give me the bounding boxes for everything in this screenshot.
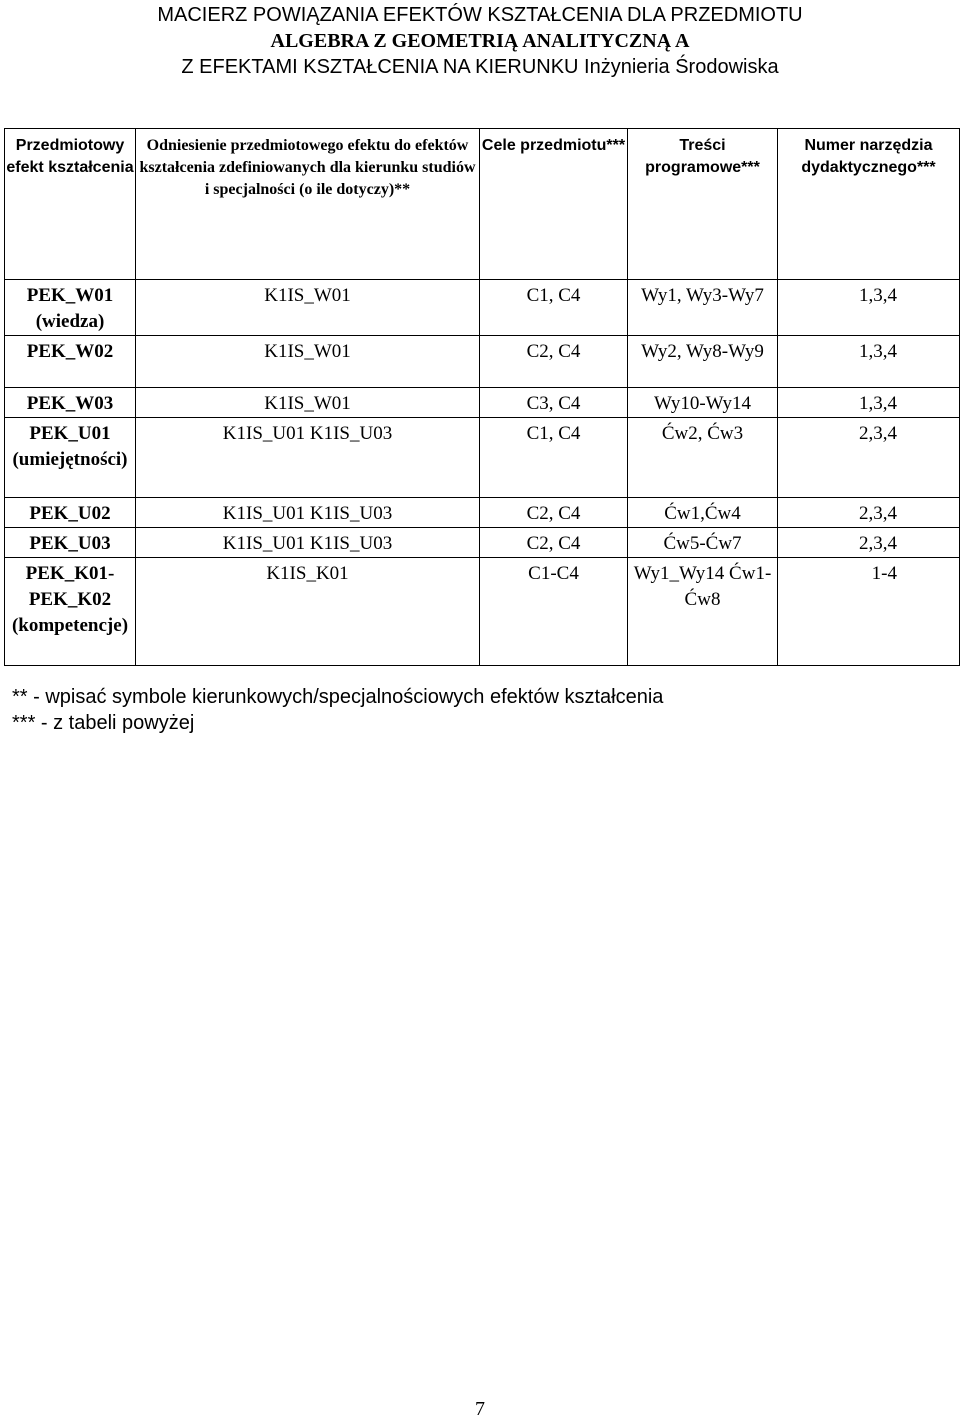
- reference-cell: K1IS_U01 K1IS_U03: [136, 528, 480, 558]
- goals-cell: C2, C4: [480, 336, 628, 388]
- tool-number-cell: 1,3,4: [778, 388, 960, 418]
- tool-number-cell: 2,3,4: [778, 498, 960, 528]
- reference-cell: K1IS_W01: [136, 388, 480, 418]
- course-name: ALGEBRA Z GEOMETRIĄ ANALITYCZNĄ A: [270, 30, 690, 52]
- document-title-line-1: MACIERZ POWIĄZANIA EFEKTÓW KSZTAŁCENIA DLA PRZEDMIOTU: [157, 4, 803, 26]
- reference-cell: K1IS_W01: [136, 280, 480, 336]
- table-row: [5, 388, 960, 418]
- content-cell: Wy1_Wy14 Ćw1-Ćw8: [628, 558, 778, 666]
- effect-cell: PEK_U02: [5, 498, 136, 528]
- reference-cell: K1IS_U01 K1IS_U03: [136, 418, 480, 498]
- goals-cell: C1, C4: [480, 418, 628, 498]
- column-header-effect: Przedmiotowy efekt kształcenia: [5, 129, 136, 280]
- content-cell: Ćw2, Ćw3: [628, 418, 778, 498]
- effect-cell: PEK_U01 (umiejętności): [5, 418, 136, 498]
- table-header-row: [5, 129, 960, 280]
- tool-number-cell: 2,3,4: [778, 418, 960, 498]
- table-row: [5, 558, 960, 666]
- tool-number-cell: 1,3,4: [778, 336, 960, 388]
- table-row: [5, 498, 960, 528]
- table-row: [5, 280, 960, 336]
- effect-cell: PEK_W02: [5, 336, 136, 388]
- column-header-reference: Odniesienie przedmiotowego efektu do efektów kształcenia zdefiniowanych dla kierunku studiów i specjalności (o ile dotyczy)**: [136, 129, 480, 280]
- effect-cell: PEK_K01-PEK_K02 (kompetencje): [5, 558, 136, 666]
- table-row: [5, 336, 960, 388]
- effect-cell: PEK_W01 (wiedza): [5, 280, 136, 336]
- reference-cell: K1IS_U01 K1IS_U03: [136, 498, 480, 528]
- goals-cell: C2, C4: [480, 528, 628, 558]
- tool-number-cell: 2,3,4: [778, 528, 960, 558]
- page-number: 7: [475, 1398, 485, 1420]
- table-row: [5, 528, 960, 558]
- content-cell: Ćw1,Ćw4: [628, 498, 778, 528]
- effect-cell: PEK_W03: [5, 388, 136, 418]
- footnote-double-asterisk: ** - wpisać symbole kierunkowych/specjalnościowych efektów kształcenia: [12, 686, 664, 708]
- footnote-triple-asterisk: *** - z tabeli powyżej: [12, 712, 195, 734]
- tool-number-cell: 1,3,4: [778, 280, 960, 336]
- reference-cell: K1IS_K01: [136, 558, 480, 666]
- column-header-content: Treści programowe***: [628, 129, 778, 280]
- goals-cell: C2, C4: [480, 498, 628, 528]
- goals-cell: C3, C4: [480, 388, 628, 418]
- content-cell: Wy2, Wy8-Wy9: [628, 336, 778, 388]
- tool-number-cell: 1-4: [778, 558, 960, 666]
- content-cell: Ćw5-Ćw7: [628, 528, 778, 558]
- document-title-line-3: Z EFEKTAMI KSZTAŁCENIA NA KIERUNKU Inżynieria Środowiska: [181, 56, 779, 78]
- goals-cell: C1-C4: [480, 558, 628, 666]
- goals-cell: C1, C4: [480, 280, 628, 336]
- effects-matrix-table: [4, 128, 960, 666]
- reference-cell: K1IS_W01: [136, 336, 480, 388]
- column-header-goals: Cele przedmiotu***: [480, 129, 628, 280]
- content-cell: Wy1, Wy3-Wy7: [628, 280, 778, 336]
- effect-cell: PEK_U03: [5, 528, 136, 558]
- column-header-tool-number: Numer narzędzia dydaktycznego***: [778, 129, 960, 280]
- table-row: [5, 418, 960, 498]
- content-cell: Wy10-Wy14: [628, 388, 778, 418]
